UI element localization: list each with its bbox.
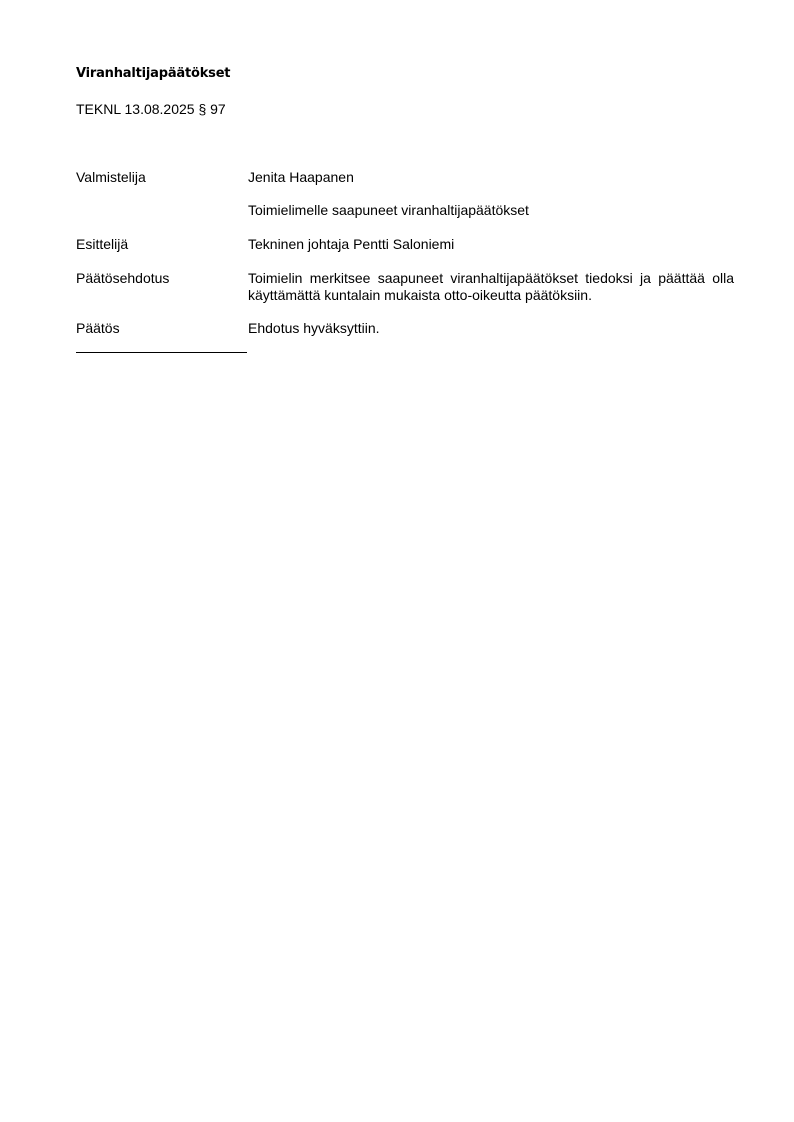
paatos-value: Ehdotus hyväksyttiin. [248,320,380,336]
meeting-reference: TEKNL 13.08.2025 § 97 [76,101,226,117]
paatosehdotus-label: Päätösehdotus [76,270,170,286]
paatos-label: Päätös [76,320,120,336]
valmistelija-label: Valmistelija [76,169,146,185]
document-heading: Viranhaltijapäätökset [76,66,231,81]
paatosehdotus-value: Toimielin merkitsee saapuneet viranhaltijapäätökset tiedoksi ja päättää olla käyttämättä kuntalain mukaista otto-oikeutta päätöksiin. [248,270,734,303]
esittelija-label: Esittelijä [76,236,129,252]
subject-value: Toimielimelle saapuneet viranhaltijapäätökset [248,202,529,218]
esittelija-value: Tekninen johtaja Pentti Saloniemi [248,236,455,252]
valmistelija-value: Jenita Haapanen [248,169,354,185]
signature-divider [76,352,247,353]
